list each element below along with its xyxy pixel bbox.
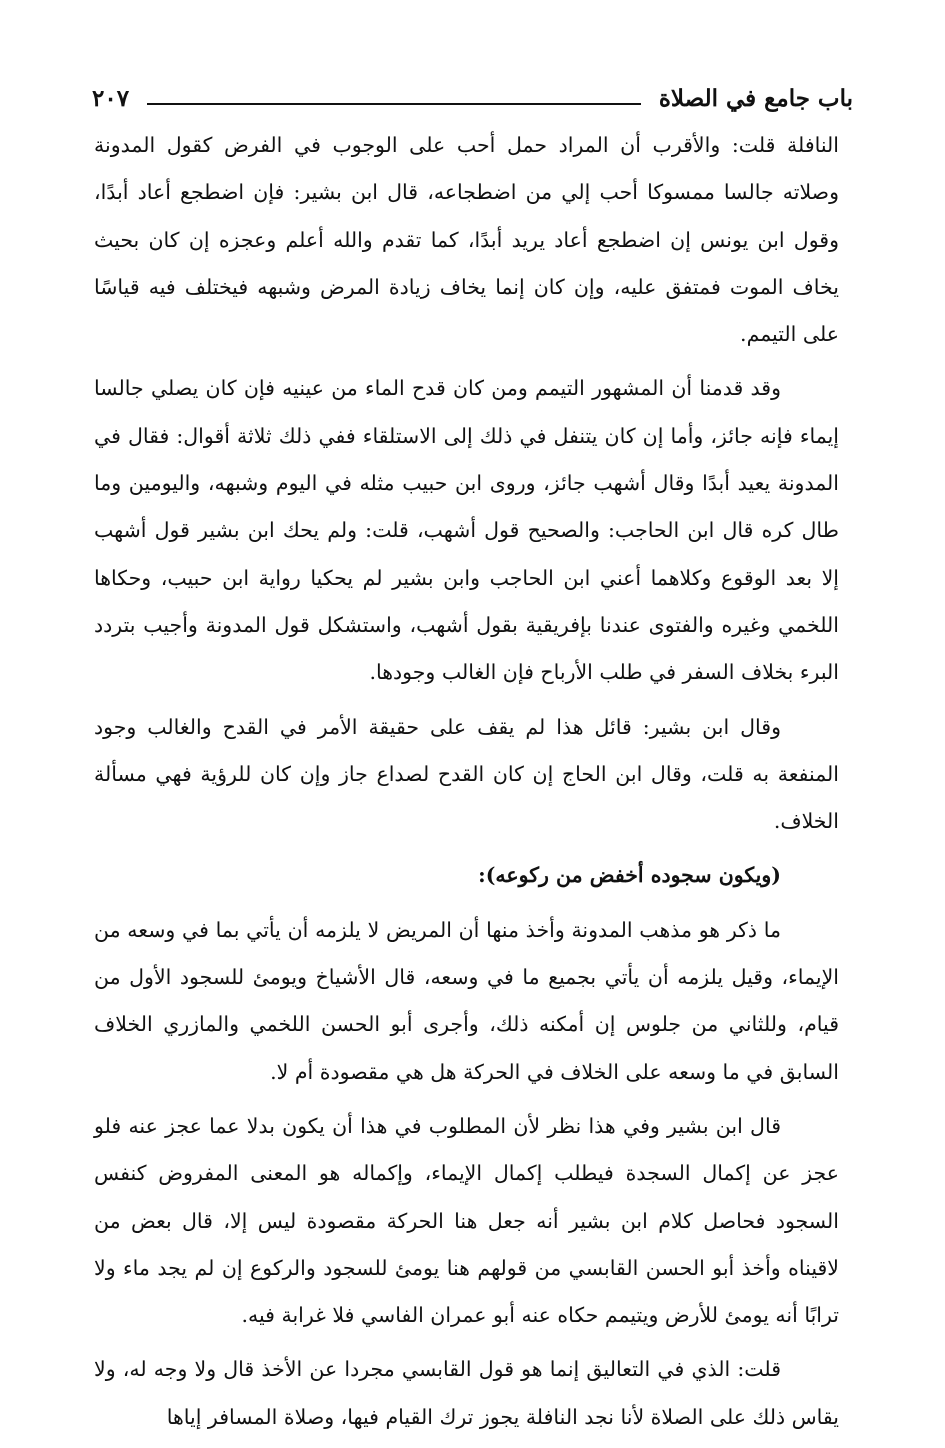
paragraph: قلت: الذي في التعاليق إنما هو قول القابسي مجردا عن الأخذ قال ولا وجه له، ولا يقاس ذلك على الصلاة لأنا نجد النافلة يجوز ترك القيام فيها، وصلاة المسافر إياها [94,1357,839,1429]
section-heading: (ويكون سجوده أخفض من ركوعه): [478,863,781,888]
paragraph: النافلة قلت: والأقرب أن المراد حمل أحب على الوجوب في الفرض كقول المدونة وصلاته جالسا ممسوكا أحب إلي من اضطجاعه، قال ابن بشير: فإن اضطجع أعاد أبدًا، وقول ابن يونس إن اضطجع أعاد يريد أبدًا، كما تقدم والله أعلم وعجزه إن كان بحيث يخاف الموت فمتفق عليه، وإن كان إنما يخاف زيادة المرض وشبهه فيختلف فيه قياسًا على التيمم. [94,133,839,347]
paragraph: قال ابن بشير وفي هذا نظر لأن المطلوب في هذا أن يكون بدلا عما عجز عنه فلو عجز عن إكمال السجدة فيطلب إكمال الإيماء، وإكماله هو المعنى المفروض كنفس السجود فحاصل كلام ابن بشير أنه جعل هنا الحركة مقصودة ليس إلا، قال بعض من لاقيناه وأخذ أبو الحسن القابسي من قولهم هنا يومئ للسجود والركوع إن لم يجد ماء ولا ترابًا أنه يومئ للأرض ويتيمم حكاه عنه أبو عمران الفاسي فلا غرابة فيه. [94,1113,839,1328]
paragraph: ما ذكر هو مذهب المدونة وأخذ منها أن المريض لا يلزمه أن يأتي بما في وسعه من الإيماء، وقيل يلزمه أن يأتي بجميع ما في وسعه، قال الأشياخ ويومئ للسجود الأول من قيام، وللثاني من جلوس إن أمكنه ذلك، وأجرى أبو الحسن اللخمي والمازري الخلاف السابق في ما وسعه على الخلاف في الحركة هل هي مقصودة أم لا. [94,917,839,1084]
paragraph: وقال ابن بشير: قائل هذا لم يقف على حقيقة الأمر في القدح والغالب وجود المنفعة به قلت، وقال ابن الحاج إن كان القدح لصداع جاز وإن كان للرؤية فهي مسألة الخلاف. [94,714,839,834]
paragraph: وقد قدمنا أن المشهور التيمم ومن كان قدح الماء من عينيه فإن كان يصلي جالسا إيماء فإنه جائز، وأما إن كان يتنفل في ذلك إلى الاستلقاء ففي ذلك ثلاثة أقوال: فقال في المدونة يعيد أبدًا وقال أشهب جائز، وروى ابن حبيب مثله في اليوم وشبهه، واليومين وما طال كره قال ابن الحاجب: والصحيح قول أشهب، قلت: ولم يحك ابن بشير قول أشهب إلا بعد الوقوع وكلاهما أعني ابن الحاجب وابن بشير لم يحكيا رواية ابن حبيب، وحكاها اللخمي وغيره والفتوى عندنا بإفريقية بقول أشهب، واستشكل قول المدونة وأجيب بتردد البرء بخلاف السفر في طلب الأرباح فإن الغالب وجودها. [94,376,839,685]
running-header [92,78,853,118]
body-text [94,122,839,1448]
chapter-title: باب جامع في الصلاة [658,84,853,112]
header-rule [147,103,641,105]
page-number: ٢٠٧ [92,84,130,112]
